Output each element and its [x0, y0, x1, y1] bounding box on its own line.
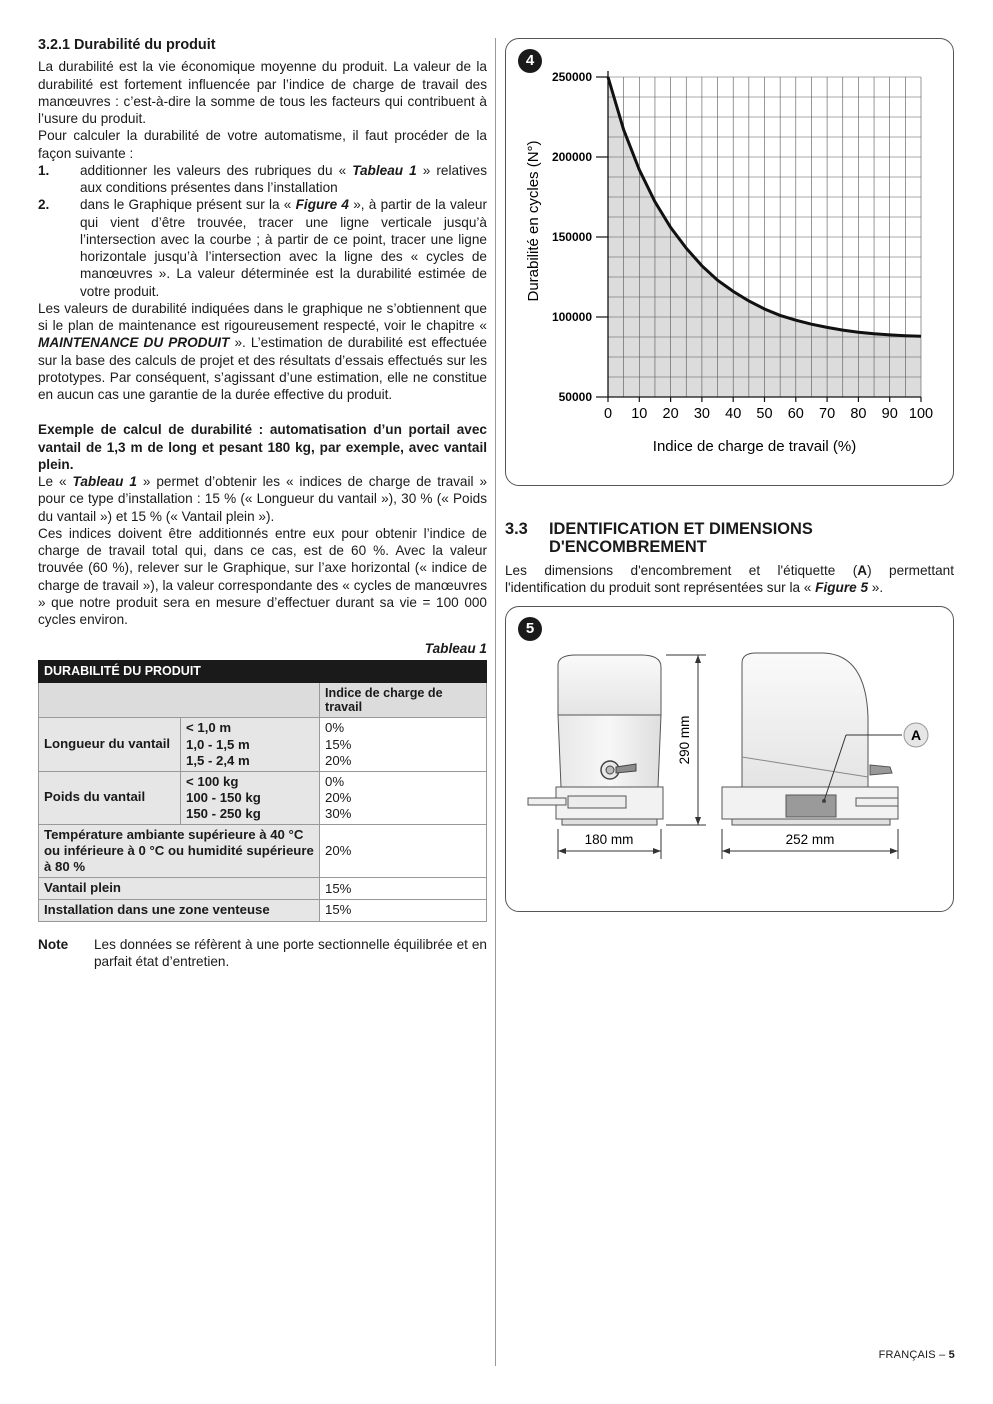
row-label: Poids du vantail	[39, 771, 181, 824]
row-label: Température ambiante supérieure à 40 °C ou inférieure à 0 °C ou humidité supérieure à 80 %	[39, 824, 320, 877]
ref-maintenance[interactable]: MAINTENANCE DU PRODUIT	[38, 335, 230, 351]
chart-x-tick-label: 0	[603, 406, 613, 422]
figure-number: 4	[518, 49, 542, 73]
paragraph-calculation: Ces indices doivent être additionnés entre eux pour obtenir l’indice de charge de travail total qui, dans ce cas, est de 60 %. Avec la valeur trouvée (60 %), relever sur le Graphique, sur l’axe horizontal (« indice de charge de travail »), la valeur correspondante des « cycles de manœuvres » que notre produit sera en mesure d’effectuer durant sa vie = 100 000 cycles environ.	[38, 525, 487, 628]
right-column	[505, 38, 954, 912]
step-number: 1.	[38, 162, 50, 178]
side-view-drawing	[722, 653, 902, 825]
section-3-3-heading	[505, 520, 954, 556]
figure-5-box	[505, 606, 954, 912]
row-label: Vantail plein	[39, 878, 320, 900]
chart-x-tick-label: 60	[787, 406, 804, 422]
column-divider	[495, 38, 496, 1366]
note-text: Les données se réfèrent à une porte sectionnelle équilibrée et en parfait état d’entretien.	[94, 936, 487, 970]
row-values: 0% 15% 20%	[320, 718, 487, 771]
row-label: Installation dans une zone venteuse	[39, 900, 320, 922]
ref-figure-4[interactable]: Figure 4	[295, 197, 349, 213]
dimension-width-side: 252 mm	[785, 831, 835, 847]
paragraph-dimensions: Les dimensions d'encombrement et l'étiquette (A) permettant l'identification du produit sont représentées sur la « Figure 5 ».	[505, 563, 954, 596]
example-title: Exemple de calcul de durabilité : automatisation d’un portail avec vantail de 1,3 m de long et pesant 180 kg, par exemple, avec vantail plein.	[38, 422, 487, 472]
col-header: Indice de charge de travail	[320, 683, 487, 718]
ref-tableau-1[interactable]: Tableau 1	[72, 474, 137, 490]
step-text: additionner les valeurs des rubriques du « Tableau 1 » relatives aux conditions présentes dans l’installation	[80, 162, 488, 196]
page-footer: FRANÇAIS – 5	[878, 1349, 955, 1361]
label-a: A	[910, 726, 922, 743]
paragraph-procedure: Pour calculer la durabilité de votre automatisme, il faut procéder de la façon suivante :	[38, 128, 487, 161]
left-column	[38, 36, 487, 970]
figure-4-box	[505, 38, 954, 486]
front-view-drawing	[528, 655, 663, 825]
chart-x-tick-label: 100	[908, 406, 934, 422]
chart-x-tick-label: 80	[850, 406, 867, 422]
step-number: 2.	[38, 197, 50, 213]
figure-number: 5	[518, 617, 542, 641]
table-row	[39, 878, 487, 900]
row-value: 15%	[320, 878, 487, 900]
paragraph-intro: La durabilité est la vie économique moyenne du produit. La valeur de la durabilité est fortement influencée par l’indice de charge de travail des manœuvres : c’est-à-dire la somme de tous les facteurs qui contribuent à l’usure du produit.	[38, 59, 487, 127]
dimensions-drawing	[506, 607, 953, 911]
paragraph-example: Le « Tableau 1 » permet d’obtenir les « indices de charge de travail » pour ce type d’installation : 15 % (« Longueur du vantail »), 30 % (« Poids du vantail ») et 15 % (« Vantail plein »).	[38, 474, 488, 524]
row-label: Longueur du vantail	[39, 718, 181, 771]
chart-y-axis-label: Durabilité en cycles (N°)	[525, 140, 542, 302]
row-value: 20%	[320, 824, 487, 877]
table-title: DURABILITÉ DU PRODUIT	[39, 660, 487, 683]
chart-y-tick-label: 50000	[558, 390, 592, 404]
chart-x-tick-label: 40	[725, 406, 742, 422]
chart-y-tick-label: 100000	[551, 310, 592, 324]
table-header-row	[39, 683, 487, 718]
note-key: Note	[38, 936, 69, 952]
chart-x-tick-label: 20	[662, 406, 679, 422]
chart-x-axis-label: Indice de charge de travail (%)	[652, 438, 857, 455]
durability-table	[38, 660, 487, 922]
step-1	[38, 162, 487, 197]
table-row	[39, 771, 487, 824]
table-row	[39, 824, 487, 877]
chart-x-tick-label: 70	[819, 406, 836, 422]
note	[38, 936, 487, 971]
row-values: 0% 20% 30%	[320, 771, 487, 824]
chart-x-tick-label: 90	[881, 406, 898, 422]
row-value: 15%	[320, 900, 487, 922]
section-title: 3.2.1 Durabilité du produit	[38, 37, 216, 53]
table-caption: Tableau 1	[424, 641, 487, 657]
table-row	[39, 900, 487, 922]
step-2	[38, 196, 487, 300]
section-title: IDENTIFICATION ET DIMENSIONS D'ENCOMBREMENT	[549, 520, 813, 557]
chart-y-tick-label: 150000	[551, 230, 592, 244]
step-text: dans le Graphique présent sur la « Figure 4 », à partir de la valeur qui vient d’être trouvée, tracer une ligne verticale jusqu’à l’intersection avec la courbe ; à partir de ce point, tracer une ligne horizontale jusqu’à l’intersection avec la ligne des « cycles de manœuvres ». La valeur déterminée est la durabilité estimée de votre produit.	[80, 197, 487, 299]
steps-list	[38, 162, 487, 300]
dimension-height: 290 mm	[677, 715, 692, 764]
chart-x-tick-label: 50	[756, 406, 773, 422]
row-ranges: < 1,0 m 1,0 - 1,5 m 1,5 - 2,4 m	[181, 718, 320, 771]
ref-figure-5[interactable]: Figure 5	[815, 580, 869, 596]
page-number: 5	[948, 1349, 955, 1361]
chart-y-tick-label: 200000	[551, 150, 592, 164]
ref-tableau-1[interactable]: Tableau 1	[352, 162, 417, 178]
table-row	[39, 718, 487, 771]
chart-x-tick-label: 10	[631, 406, 648, 422]
durability-chart	[506, 39, 953, 485]
section-number: 3.3	[505, 520, 528, 538]
dimension-width-front: 180 mm	[584, 831, 634, 847]
chart-y-tick-label: 250000	[551, 70, 592, 84]
chart-x-tick-label: 30	[693, 406, 710, 422]
paragraph-maintenance: Les valeurs de durabilité indiquées dans le graphique ne s’obtiennent que si le plan de maintenance est rigoureusement respecté, voir le chapitre « MAINTENANCE DU PRODUIT ». L’estimation de durabilité est effectuée sur la base des calculs de projet et des résultats d’essais effectués sur les prototypes. Par conséquent, s’agissant d’une estimation, elle ne constitue en aucun cas une garantie de la durée effective du produit.	[38, 300, 487, 403]
row-ranges: < 100 kg 100 - 150 kg 150 - 250 kg	[181, 771, 320, 824]
